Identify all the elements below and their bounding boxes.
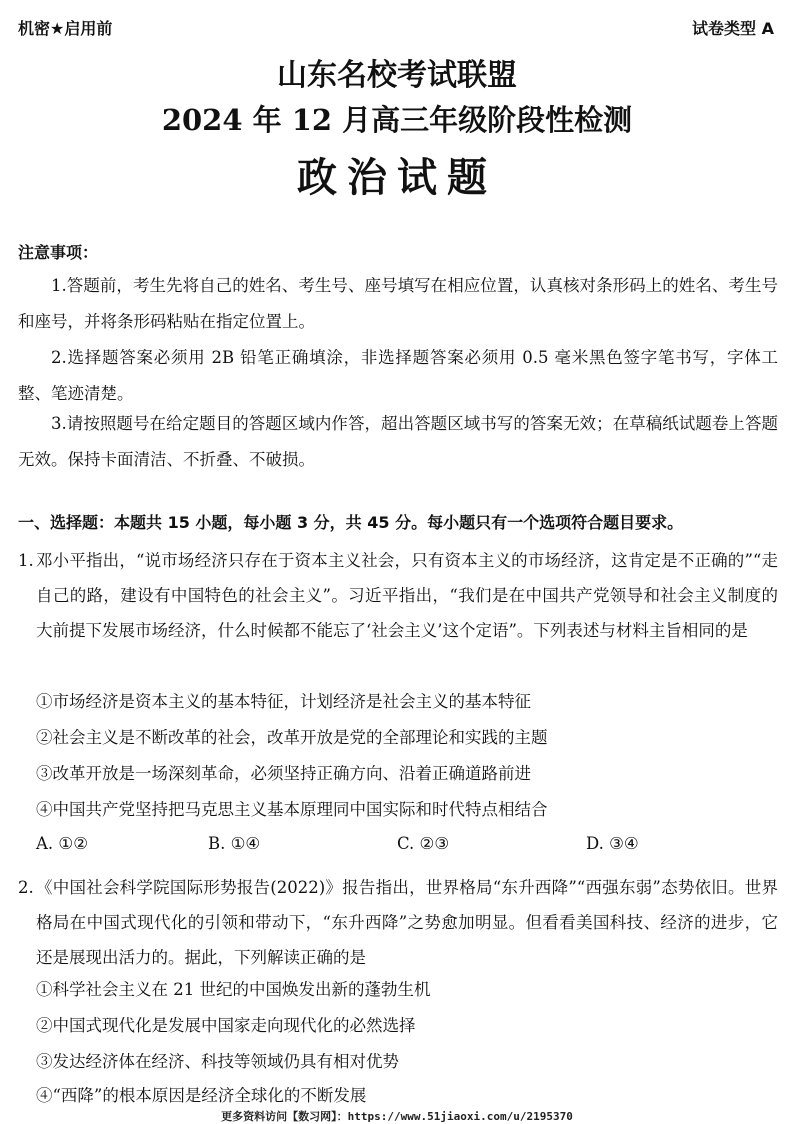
note-item-2 (18, 340, 778, 412)
question-2-option: ①科学社会主义在 21 世纪的中国焕发出新的蓬勃生机 (36, 980, 431, 999)
notes-heading: 注意事项： (18, 243, 99, 262)
choice-a: A. ①② (36, 834, 88, 853)
note-item-3-text: 3.请按照题号在给定题目的答题区域内作答，超出答题区域书写的答案无效；在草稿纸试题卷上答题无效。保持卡面清洁、不折叠、不破损。 (18, 414, 778, 469)
question-1-text: 邓小平指出，“说市场经济只存在于资本主义社会，只有资本主义的市场经济，这肯定是不正确的”“走自己的路，建设有中国特色的社会主义”。习近平指出，“我们是在中国共产党领导和社会主义制度的大前提下发展市场经济，什么时候都不能忘了‘社会主义’这个定语”。下列表述与材料主旨相同的是 (36, 551, 778, 640)
exam-date-title: 2024 年 12 月高三年级阶段性检测 (161, 103, 633, 137)
note-item-3 (18, 406, 778, 478)
question-1-number: 1. (18, 551, 34, 570)
choice-b: B. ①④ (208, 834, 261, 853)
question-2-option: ④“西降”的根本原因是经济全球化的不断发展 (36, 1086, 367, 1105)
question-2-number: 2. (18, 878, 34, 897)
question-1-option: ②社会主义是不断改革的社会，改革开放是党的全部理论和实践的主题 (36, 728, 548, 747)
choice-d: D. ③④ (586, 834, 639, 853)
question-1-stem (18, 543, 778, 648)
subject-title: 政治试题 (297, 154, 497, 201)
note-item-2-text: 2.选择题答案必须用 2B 铅笔正确填涂，非选择题答案必须用 0.5 毫米黑色签字笔书写，字体工整、笔迹清楚。 (18, 348, 778, 403)
question-2-text: 《中国社会科学院国际形势报告(2022)》报告指出，世界格局“东升西降”“西强东弱”态势依旧。世界格局在中国式现代化的引领和带动下，“东升西降”之势愈加明显。但看看美国科技、经济的进步，它还是展现出活力的。据此，下列解读正确的是 (36, 878, 778, 967)
paper-type-label: 试卷类型 A (692, 19, 774, 38)
note-item-1 (18, 268, 778, 340)
question-2-option: ③发达经济体在经济、科技等领域仍具有相对优势 (36, 1052, 399, 1071)
choice-c: C. ②③ (397, 834, 450, 853)
exam-alliance-title: 山东名校考试联盟 (277, 58, 517, 93)
question-2-stem (18, 870, 778, 975)
question-2-option: ②中国式现代化是发展中国家走向现代化的必然选择 (36, 1016, 416, 1035)
question-1-option: ③改革开放是一场深刻革命，必须坚持正确方向、沿着正确道路前进 (36, 764, 531, 783)
question-1-option: ①市场经济是资本主义的基本特征，计划经济是社会主义的基本特征 (36, 692, 531, 711)
note-item-1-text: 1.答题前，考生先将自己的姓名、考生号、座号填写在相应位置，认真核对条形码上的姓名、考生号和座号，并将条形码粘贴在指定位置上。 (18, 276, 778, 331)
confidential-label: 机密★启用前 (18, 19, 113, 38)
question-1-option: ④中国共产党坚持把马克思主义基本原理同中国实际和时代特点相结合 (36, 800, 548, 819)
footer-source-link[interactable]: 更多资料访问【数习网】：https://www.51jiaoxi.com/u/2195370 (221, 1110, 573, 1123)
section-heading: 一、选择题：本题共 15 小题，每小题 3 分，共 45 分。每小题只有一个选项符合题目要求。 (18, 513, 684, 532)
